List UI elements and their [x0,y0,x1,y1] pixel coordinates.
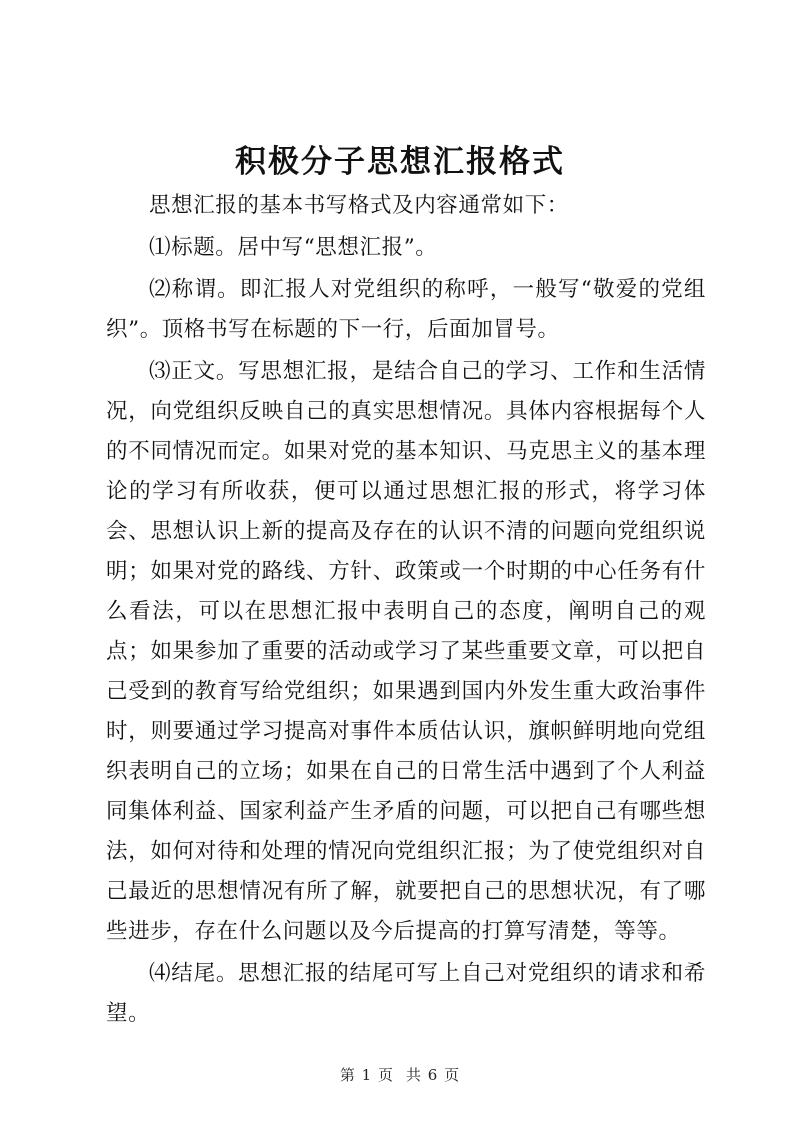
paragraph-title-rule: ⑴标题。居中写“思想汇报”。 [149,235,438,260]
paragraph-salutation-rule: ⑵称谓。即汇报人对党组织的称呼，一般写“敬爱的党组织”。顶格书写在标题的下一行，后面加冒号。 [106,277,706,342]
paragraph-body-rule: ⑶正文。写思想汇报，是结合自己的学习、工作和生活情况，向党组织反映自己的真实思想情况。具体内容根据每个人的不同情况而定。如果对党的基本知识、马克思主义的基本理论的学习有所收获，便可以通过思想汇报的形式，将学习体会、思想认识上新的提高及存在的认识不清的问题向党组织说明；如果对党的路线、方针、政策或一个时期的中心任务有什么看法，可以在思想汇报中表明自己的态度，阐明自己的观点；如果参加了重要的活动或学习了某些重要文章，可以把自己受到的教育写给党组织；如果遇到国内外发生重大政治事件时，则要通过学习提高对事件本质估认识，旗帜鲜明地向党组织表明自己的立场；如果在自己的日常生活中遇到了个人利益同集体利益、国家利益产生矛盾的问题，可以把自己有哪些想法，如何对待和处理的情况向党组织汇报；为了使党组织对自己最近的思想情况有所了解，就要把自己的思想状况，有了哪些进步，存在什么问题以及今后提高的打算写清楚，等等。 [106,359,706,944]
paragraph-intro: 思想汇报的基本书写格式及内容通常如下： [149,193,569,218]
paragraph-ending-rule: ⑷结尾。思想汇报的结尾可写上自己对党组织的请求和希望。 [106,961,706,1026]
document-title: 积极分子思想汇报格式 [235,144,565,180]
page-footer [0,1065,800,1085]
page-total: 共 6 页 [406,1066,461,1084]
document-body [106,186,706,1036]
page-number: 第 1 页 [339,1066,394,1084]
